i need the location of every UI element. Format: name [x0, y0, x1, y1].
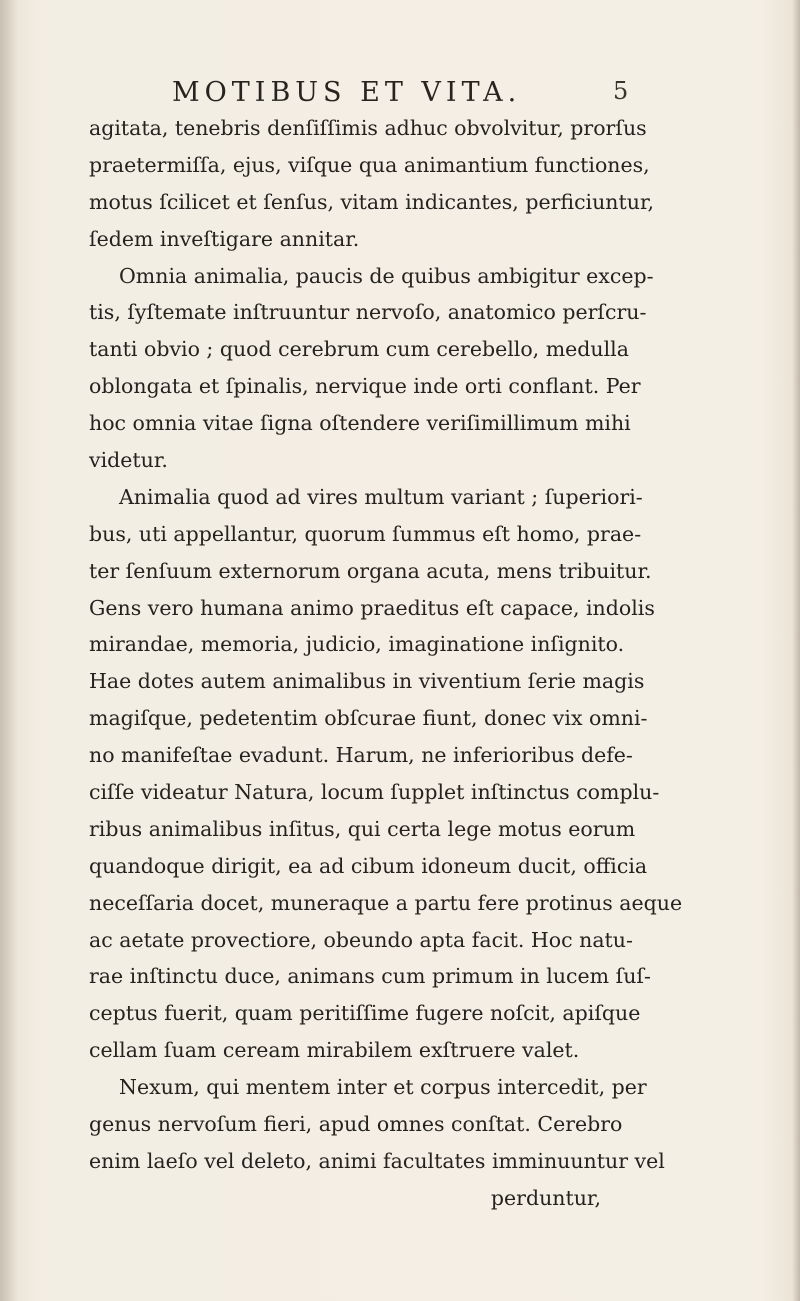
text-line: hoc omnia vitae ſigna oſtendere veriſimillimum mihi	[89, 411, 631, 436]
text-line: neceſſaria docet, muneraque a partu fere protinus aeque	[89, 890, 683, 915]
text-line: oblongata et ſpinalis, nervique inde orti conflant. Per	[89, 374, 641, 399]
text-line: no manifeſtae evadunt. Harum, ne inferioribus defe-	[89, 743, 633, 768]
text-line: Gens vero humana animo praeditus eſt capace, indolis	[89, 595, 655, 620]
text-line: ter ſenſuum externorum organa acuta, mens tribuitur.	[89, 558, 652, 583]
text-line: videtur.	[89, 448, 168, 473]
text-line: bus, uti appellantur, quorum ſummus eſt homo, prae-	[89, 521, 642, 546]
text-line: mirandae, memoria, judicio, imaginatione inſignito.	[89, 632, 625, 657]
catchword: perduntur,	[490, 1185, 601, 1210]
binding-shadow	[0, 0, 18, 1301]
text-line: Nexum, qui mentem inter et corpus intercedit, per	[119, 1075, 647, 1100]
text-line: ribus animalibus inſitus, qui certa lege motus eorum	[89, 816, 636, 841]
running-title: MOTIBUS ET VITA.	[172, 77, 522, 108]
text-line: enim laeſo vel deleto, animi facultates imminuuntur vel	[89, 1148, 665, 1173]
text-line: Hae dotes autem animalibus in viventium ſerie magis	[89, 669, 645, 694]
page-number: 5	[613, 77, 629, 105]
text-line: rae inſtinctu duce, animans cum primum in lucem ſuſ-	[89, 964, 651, 989]
text-line: magiſque, pedetentim obſcurae fiunt, donec vix omni-	[89, 706, 648, 731]
text-line: cellam ſuam ceream mirabilem exſtruere valet.	[89, 1038, 580, 1063]
text-line: Omnia animalia, paucis de quibus ambigitur excep-	[119, 263, 654, 288]
page-edge	[792, 0, 800, 1301]
text-line: ac aetate provectiore, obeundo apta facit. Hoc natu-	[89, 927, 633, 952]
text-line: Animalia quod ad vires multum variant ; ſuperiori-	[119, 484, 643, 509]
body-text	[89, 110, 683, 1217]
text-line: motus ſcilicet et ſenſus, vitam indicantes, perficiuntur,	[89, 189, 655, 214]
text-line: quandoque dirigit, ea ad cibum idoneum ducit, officia	[89, 853, 648, 878]
text-line: ceptus fuerit, quam peritiſſime fugere noſcit, apiſque	[89, 1001, 641, 1026]
text-line: ſedem inveſtigare annitar.	[89, 226, 360, 251]
text-line: tanti obvio ; quod cerebrum cum cerebello, medulla	[89, 337, 629, 362]
text-line: agitata, tenebris denſiſſimis adhuc obvolvitur, prorſus	[89, 116, 647, 140]
text-line: genus nervoſum fieri, apud omnes conſtat. Cerebro	[89, 1112, 623, 1137]
text-line: ciſſe videatur Natura, locum ſupplet inſtinctus complu-	[89, 780, 660, 805]
text-line: tis, ſyſtemate inſtruuntur nervoſo, anatomico perſcru-	[89, 300, 647, 325]
text-line: praetermiſſa, ejus, viſque qua animantium functiones,	[89, 152, 650, 177]
